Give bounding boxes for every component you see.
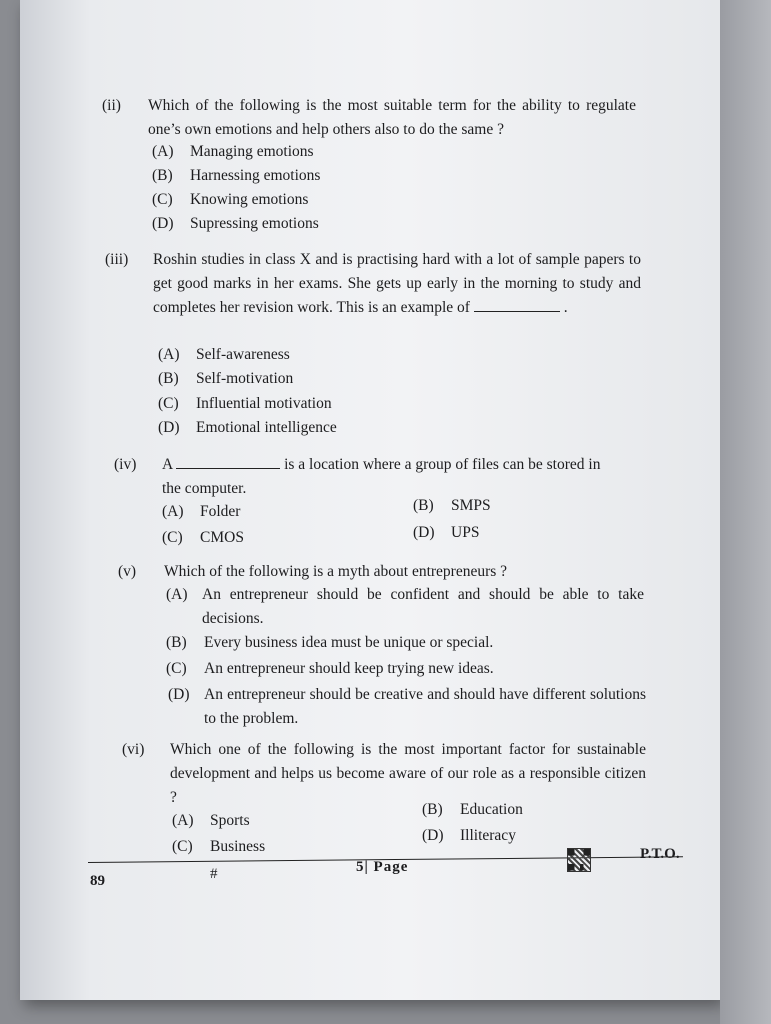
option-d: (D) Emotional intelligence	[158, 419, 337, 436]
question-number: (v)	[118, 563, 137, 580]
question-text: A is a location where a group of files can be stored in the computer.	[162, 456, 601, 497]
option-c: (C) Knowing emotions	[152, 191, 309, 208]
question-number: (ii)	[102, 97, 121, 114]
option-d: (D) Supressing emotions	[152, 215, 319, 232]
option-b: (B) Self-motivation	[158, 370, 294, 387]
question-number: (iv)	[114, 456, 137, 473]
question-text: Roshin studies in class X and is practising hard with a lot of sample papers to get good marks in her exams. She gets up early in the morning to study and completes her revision work. This is an example of .	[153, 251, 641, 316]
qr-code-icon	[567, 848, 591, 872]
option-c: (C) Business	[172, 838, 266, 855]
answer-blank	[176, 454, 280, 469]
question-text: Which of the following is a myth about entrepreneurs ?	[164, 563, 508, 580]
option-b: (B) Every business idea must be unique or special.	[166, 634, 494, 651]
option-a: (A) Folder	[162, 503, 241, 520]
option-c: (C) CMOS	[162, 529, 244, 546]
option-d: (D) Illiteracy	[422, 827, 516, 844]
option-b: (B) Harnessing emotions	[152, 167, 321, 184]
option-a: (A) Managing emotions	[152, 143, 314, 160]
hash-mark: #	[210, 866, 218, 882]
option-a: (A) Self-awareness	[158, 346, 290, 363]
paper-code: 89	[90, 873, 105, 889]
option-b: (B) Education	[422, 801, 523, 818]
option-d: (D) UPS	[413, 524, 480, 541]
question-number: (iii)	[105, 251, 129, 268]
option-a: (A) Sports	[172, 812, 250, 829]
option-c: (C) Influential motivation	[158, 395, 332, 412]
option-c: (C) An entrepreneur should keep trying new ideas.	[166, 660, 494, 677]
question-text: Which one of the following is the most important factor for sustainable development and helps us become aware of our role as a responsible citizen ?	[170, 741, 646, 806]
question-text: Which of the following is the most suitable term for the ability to regulate one’s own emotions and help others also to do the same ?	[148, 97, 636, 138]
page-number: 5| Page	[356, 859, 409, 875]
answer-blank	[474, 297, 560, 312]
pto-label: P.T.O.	[640, 846, 680, 862]
question-number: (vi)	[122, 741, 145, 758]
background-surface	[720, 0, 771, 1024]
option-b: (B) SMPS	[413, 497, 491, 514]
